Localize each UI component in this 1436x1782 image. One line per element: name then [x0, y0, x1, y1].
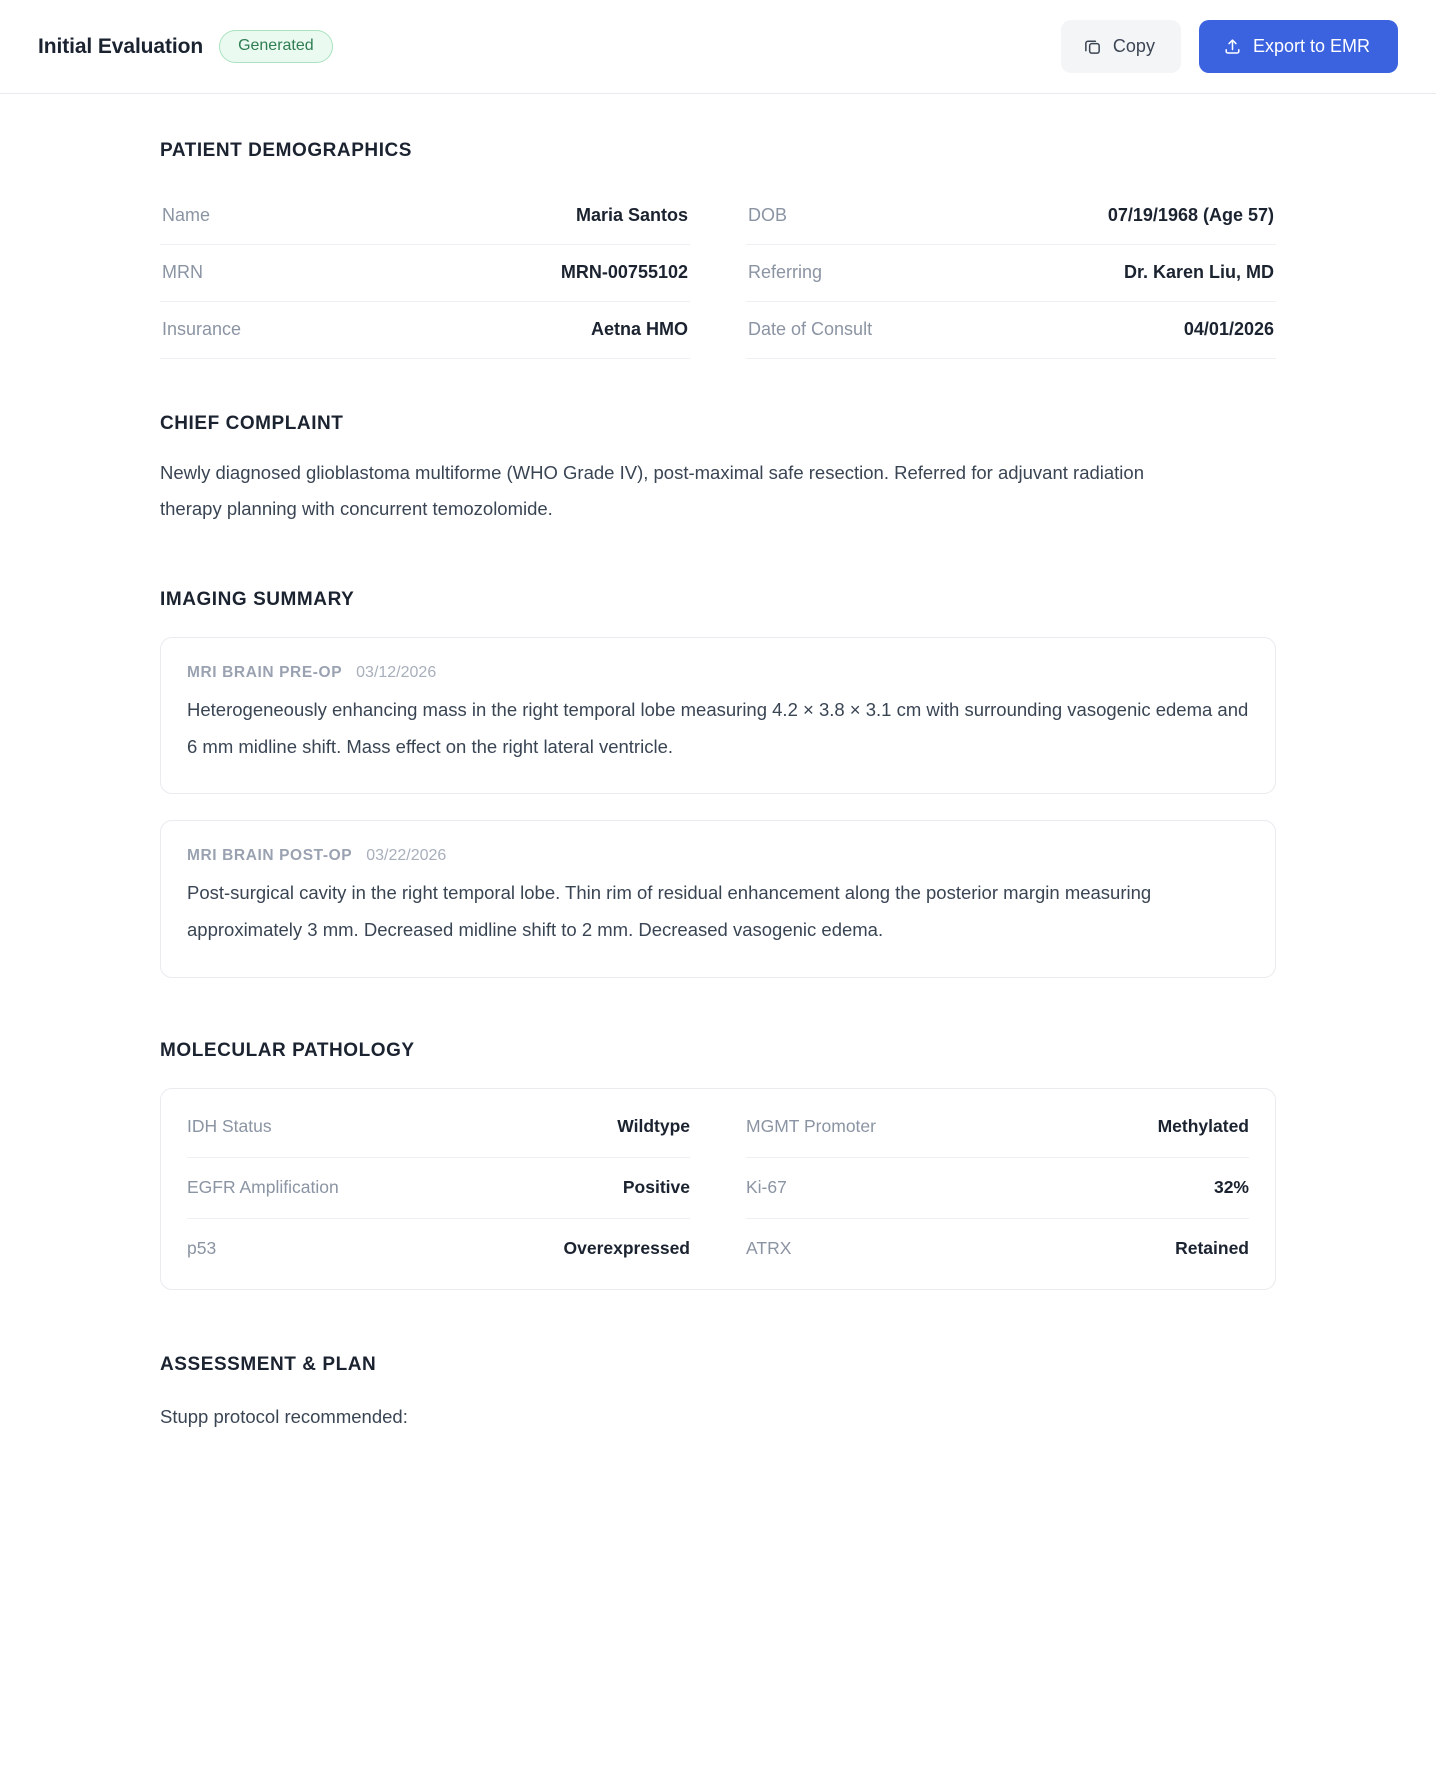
field-label: p53: [187, 1237, 217, 1258]
copy-icon: [1083, 37, 1102, 56]
imaging-study-label: MRI BRAIN PRE-OP: [187, 664, 343, 682]
document-header: [0, 0, 1436, 94]
table-row: [160, 302, 690, 359]
imaging-study-findings: Post-surgical cavity in the right temporal lobe. Thin rim of residual enhancement along the posterior margin measuring approximately 3 mm. Decreased midline shift to 2 mm. Decreased vasogenic edema.: [187, 882, 1152, 940]
field-label: Insurance: [162, 319, 242, 339]
imaging-study-label: MRI BRAIN POST-OP: [187, 847, 353, 865]
field-label: EGFR Amplification: [187, 1176, 339, 1197]
pathology-left-column: [187, 1097, 690, 1279]
export-to-emr-button[interactable]: [1199, 20, 1398, 73]
field-value: 32%: [1213, 1176, 1249, 1197]
imaging-study-date: 03/22/2026: [366, 847, 447, 865]
imaging-study-card: [160, 637, 1276, 794]
field-label: Date of Consult: [748, 319, 873, 339]
table-row: [187, 1097, 690, 1158]
demographics-grid: [160, 188, 1276, 359]
document-body: [0, 94, 1436, 1433]
table-row: [187, 1219, 690, 1279]
section-imaging-summary: [160, 589, 1276, 978]
molecular-pathology-grid: [187, 1097, 1249, 1279]
field-value: Aetna HMO: [590, 319, 688, 339]
header-actions: [1061, 20, 1398, 73]
table-row: [746, 188, 1276, 245]
section-heading-assessment-plan: ASSESSMENT & PLAN: [160, 1353, 377, 1375]
copy-button[interactable]: [1061, 20, 1181, 73]
field-value: Overexpressed: [563, 1237, 690, 1258]
demographics-left-column: [160, 188, 690, 359]
field-value: Positive: [622, 1176, 690, 1197]
table-row: [160, 245, 690, 302]
field-label: Referring: [748, 262, 823, 282]
table-row: [746, 302, 1276, 359]
imaging-study-header: [187, 664, 1249, 682]
field-value: 07/19/1968 (Age 57): [1107, 205, 1274, 225]
assessment-plan-text: Stupp protocol recommended:: [160, 1405, 408, 1427]
status-badge: Generated: [219, 30, 333, 63]
page-title: Initial Evaluation: [38, 34, 204, 58]
table-row: [187, 1158, 690, 1219]
section-assessment-plan: [160, 1354, 1276, 1433]
section-patient-demographics: [160, 140, 1276, 359]
field-label: Name: [162, 205, 211, 225]
field-label: ATRX: [746, 1237, 792, 1258]
section-molecular-pathology: [160, 1040, 1276, 1290]
header-left-group: [38, 30, 333, 63]
field-label: DOB: [748, 205, 788, 225]
field-value: MRN-00755102: [560, 262, 688, 282]
field-value: Wildtype: [617, 1115, 690, 1136]
field-label: Ki-67: [746, 1176, 787, 1197]
field-value: Retained: [1175, 1237, 1249, 1258]
field-value: Dr. Karen Liu, MD: [1123, 262, 1274, 282]
section-heading-imaging-summary: IMAGING SUMMARY: [160, 589, 355, 611]
section-heading-demographics: PATIENT DEMOGRAPHICS: [160, 140, 413, 161]
molecular-pathology-card: [160, 1088, 1276, 1290]
copy-button-label: Copy: [1112, 36, 1155, 56]
section-heading-molecular-pathology: MOLECULAR PATHOLOGY: [160, 1039, 415, 1061]
export-button-label: Export to EMR: [1252, 36, 1370, 56]
field-value: Methylated: [1157, 1115, 1249, 1136]
table-row: [746, 1158, 1249, 1219]
chief-complaint-text: Newly diagnosed glioblastoma multiforme (WHO Grade IV), post-maximal safe resection. Referred for adjuvant radiation therapy planning with concurrent temozolomide.: [160, 462, 1144, 520]
demographics-right-column: [746, 188, 1276, 359]
field-label: MRN: [162, 262, 203, 282]
table-row: [746, 1219, 1249, 1279]
section-chief-complaint: [160, 413, 1276, 527]
imaging-study-date: 03/12/2026: [356, 664, 437, 682]
table-row: [160, 188, 690, 245]
pathology-right-column: [746, 1097, 1249, 1279]
field-value: Maria Santos: [575, 205, 688, 225]
imaging-study-findings: Heterogeneously enhancing mass in the right temporal lobe measuring 4.2 × 3.8 × 3.1 cm with surrounding vasogenic edema and 6 mm midline shift. Mass effect on the right lateral ventricle.: [187, 699, 1249, 757]
imaging-study-card: [160, 820, 1276, 977]
upload-icon: [1223, 37, 1242, 56]
table-row: [746, 1097, 1249, 1158]
section-heading-chief-complaint: CHIEF COMPLAINT: [160, 413, 344, 434]
table-row: [746, 245, 1276, 302]
field-value: 04/01/2026: [1183, 319, 1274, 339]
imaging-study-header: [187, 847, 1249, 865]
field-label: IDH Status: [187, 1115, 272, 1136]
field-label: MGMT Promoter: [746, 1115, 876, 1136]
